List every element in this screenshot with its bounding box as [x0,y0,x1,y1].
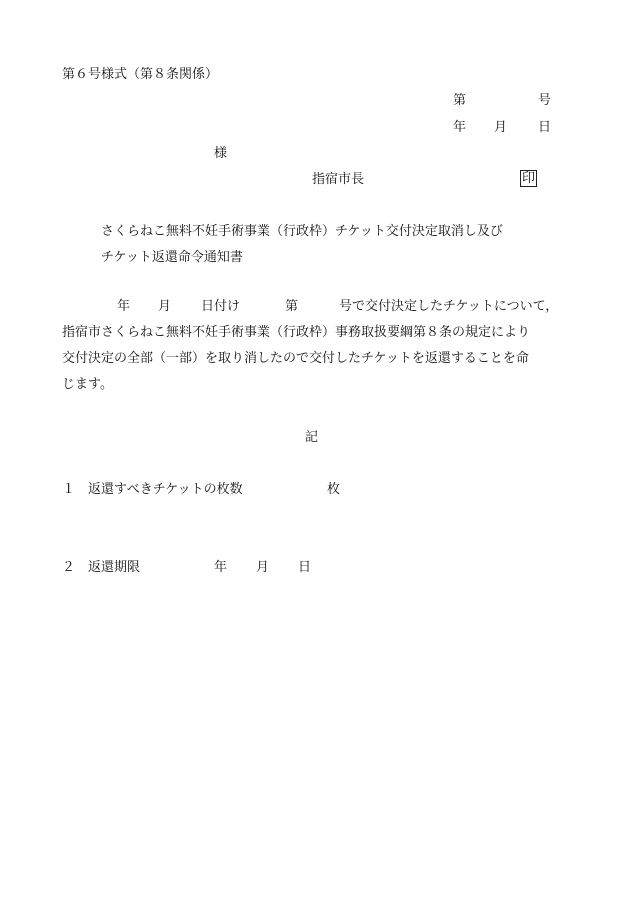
deadline-day: 日 [298,560,312,575]
issuer-name: 指宿市長 [312,172,365,187]
body-line4: じます。 [62,377,113,392]
doc-number-suffix: 号 [538,93,552,108]
document-title-line1: さくらねこ無料不妊手術事業（行政枠）チケット交付決定取消し及び [101,224,503,239]
body-line2: 指宿市さくらねこ無料不妊手術事業（行政枠）事務取扱要綱第８条の規定により [62,325,531,340]
item-label: 返還期限 [88,560,141,575]
body-month: 月 [158,299,172,314]
item-number: １ [62,482,76,497]
date-month: 月 [494,120,508,135]
item-number: ２ [62,560,76,575]
body-day-dated: 日付け [201,299,241,314]
seal-mark: 印 [522,171,536,186]
deadline-month: 月 [256,560,270,575]
body-line1-rest: 号で交付決定したチケットについて， [339,299,559,314]
date-year: 年 [453,120,467,135]
addressee-suffix: 様 [214,146,228,161]
ki-heading: 記 [305,430,319,445]
item-unit: 枚 [327,482,341,497]
date-day: 日 [538,120,552,135]
body-line3: 交付決定の全部（一部）を取り消したので交付したチケットを返還することを命 [62,351,529,366]
body-dai: 第 [285,299,299,314]
deadline-year: 年 [214,560,228,575]
doc-number-prefix: 第 [453,93,467,108]
item-label: 返還すべきチケットの枚数 [88,482,243,497]
form-label: 第６号様式（第８条関係） [62,67,219,82]
body-year: 年 [117,299,131,314]
document-title-line2: チケット返還命令通知書 [101,250,243,265]
